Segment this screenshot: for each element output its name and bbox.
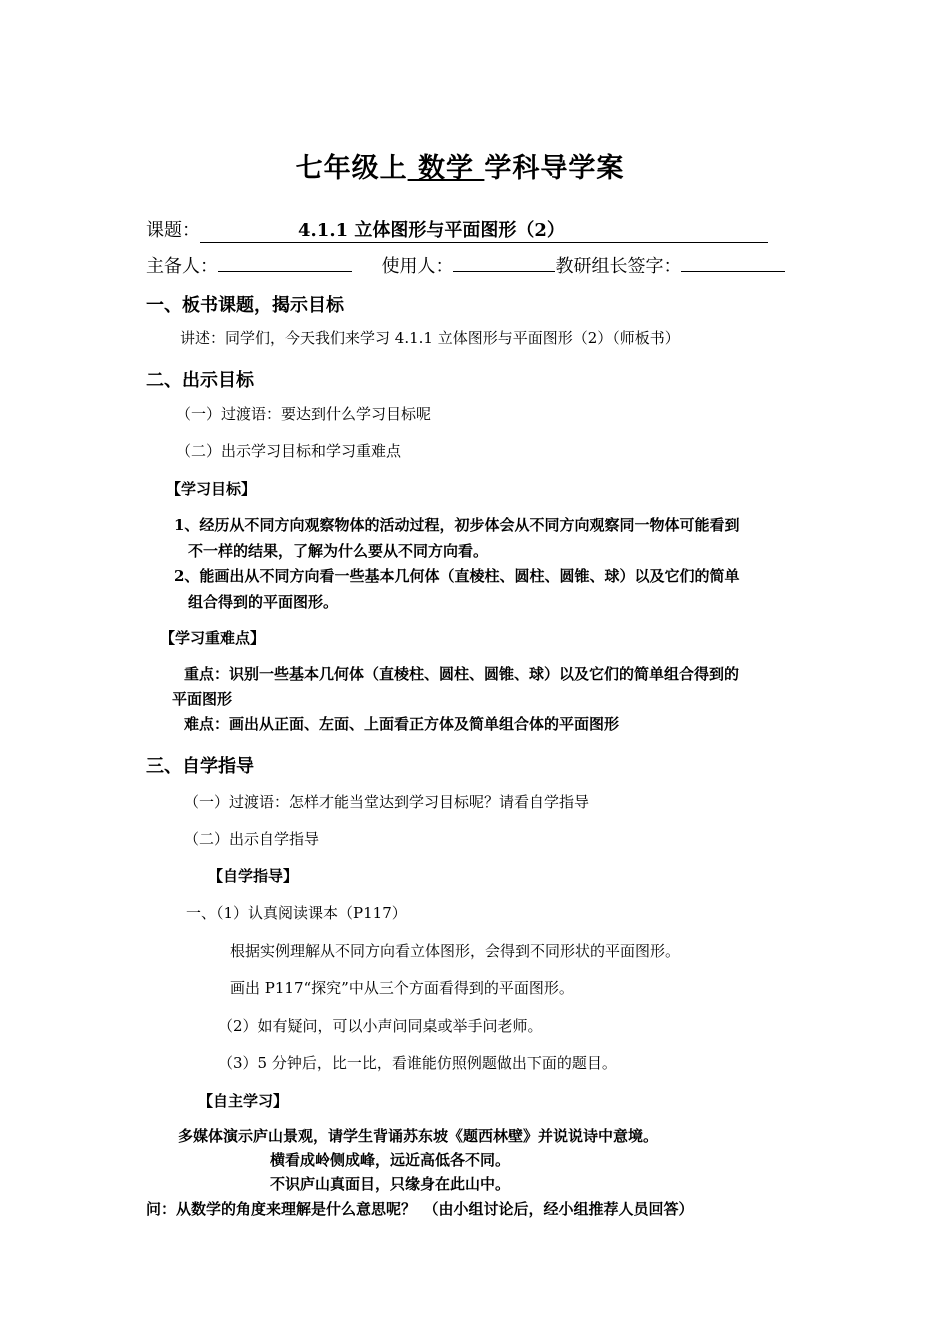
title-suffix: 学科导学案 xyxy=(484,153,625,184)
key-point-line-2: 平面图形 xyxy=(172,690,233,708)
goal-2-line-2: 组合得到的平面图形。 xyxy=(188,593,339,611)
sign-label: 教研组长签字： xyxy=(555,256,682,277)
preparer-field[interactable] xyxy=(218,253,352,272)
guide-item-2: （2）如有疑问，可以小声问同桌或举手问老师。 xyxy=(218,1017,543,1035)
difficult-point-line xyxy=(184,713,619,734)
question-text: 问：从数学的角度来理解是什么意思呢？ （由小组讨论后，经小组推荐人员回答） xyxy=(146,1200,694,1218)
section-3-show-guide: （二）出示自学指导 xyxy=(184,830,320,848)
topic-label: 课题： xyxy=(146,220,200,241)
independent-study-label: 【自主学习】 xyxy=(198,1092,289,1110)
difficult-point-text: ：画出从正面、左面、上面看正方体及简单组合体的平面图形 xyxy=(214,715,620,733)
guide-item-1b: 画出 P117“探究”中从三个方面看得到的平面图形。 xyxy=(230,979,574,997)
poem-line-1: 横看成岭侧成峰，远近高低各不同。 xyxy=(270,1151,511,1169)
user-field[interactable] xyxy=(453,253,555,272)
title-grade: 七年级上 xyxy=(295,153,408,184)
learning-goals-label: 【学习目标】 xyxy=(166,480,257,498)
key-point-line-1 xyxy=(184,663,739,684)
section-1-text: 讲述：同学们，今天我们来学习 4.1.1 立体图形与平面图形（2）（师板书） xyxy=(180,329,680,347)
poem-line-2: 不识庐山真面目，只缘身在此山中。 xyxy=(270,1175,511,1193)
sign-field[interactable] xyxy=(681,253,785,272)
section-3-transition: （一）过渡语：怎样才能当堂达到学习目标呢？请看自学指导 xyxy=(184,793,590,811)
guide-item-1: 一、（1）认真阅读课本（P117） xyxy=(186,904,407,922)
section-2-heading: 二、出示目标 xyxy=(146,370,254,391)
topic-field xyxy=(200,216,768,243)
topic-row xyxy=(146,216,768,243)
user-label: 使用人： xyxy=(381,256,454,277)
key-point-head: 重点 xyxy=(184,665,215,683)
guide-item-1a: 根据实例理解从不同方向看立体图形，会得到不同形状的平面图形。 xyxy=(230,942,681,960)
section-2-show-goals: （二）出示学习目标和学习重难点 xyxy=(176,442,402,460)
preparer-label: 主备人： xyxy=(146,256,218,277)
title-subject: 数学 xyxy=(407,153,485,184)
section-2-transition: （一）过渡语：要达到什么学习目标呢 xyxy=(176,405,432,423)
key-point-text: ：识别一些基本几何体（直棱柱、圆柱、圆锥、球）以及它们的简单组合得到的 xyxy=(214,665,740,683)
difficult-point-head: 难点 xyxy=(184,715,215,733)
section-3-heading: 三、自学指导 xyxy=(146,756,254,777)
key-points-label: 【学习重难点】 xyxy=(160,629,266,647)
section-1-heading: 一、板书课题，揭示目标 xyxy=(146,295,344,316)
multimedia-text: 多媒体演示庐山景观，请学生背诵苏东坡《题西林壁》并说说诗中意境。 xyxy=(178,1127,659,1145)
topic-value: 4.1.1 立体图形与平面图形（2） xyxy=(298,220,565,241)
goal-1-line-1: 1、经历从不同方向观察物体的活动过程，初步体会从不同方向观察同一物体可能看到 xyxy=(174,516,740,534)
people-row xyxy=(146,252,785,278)
document-title xyxy=(0,146,920,185)
guide-item-3: （3）5 分钟后，比一比，看谁能仿照例题做出下面的题目。 xyxy=(218,1054,617,1072)
self-study-guide-label: 【自学指导】 xyxy=(208,867,299,885)
goal-1-line-2: 不一样的结果，了解为什么要从不同方向看。 xyxy=(188,542,489,560)
goal-2-line-1: 2、能画出从不同方向看一些基本几何体（直棱柱、圆柱、圆锥、球）以及它们的简单 xyxy=(174,567,740,585)
